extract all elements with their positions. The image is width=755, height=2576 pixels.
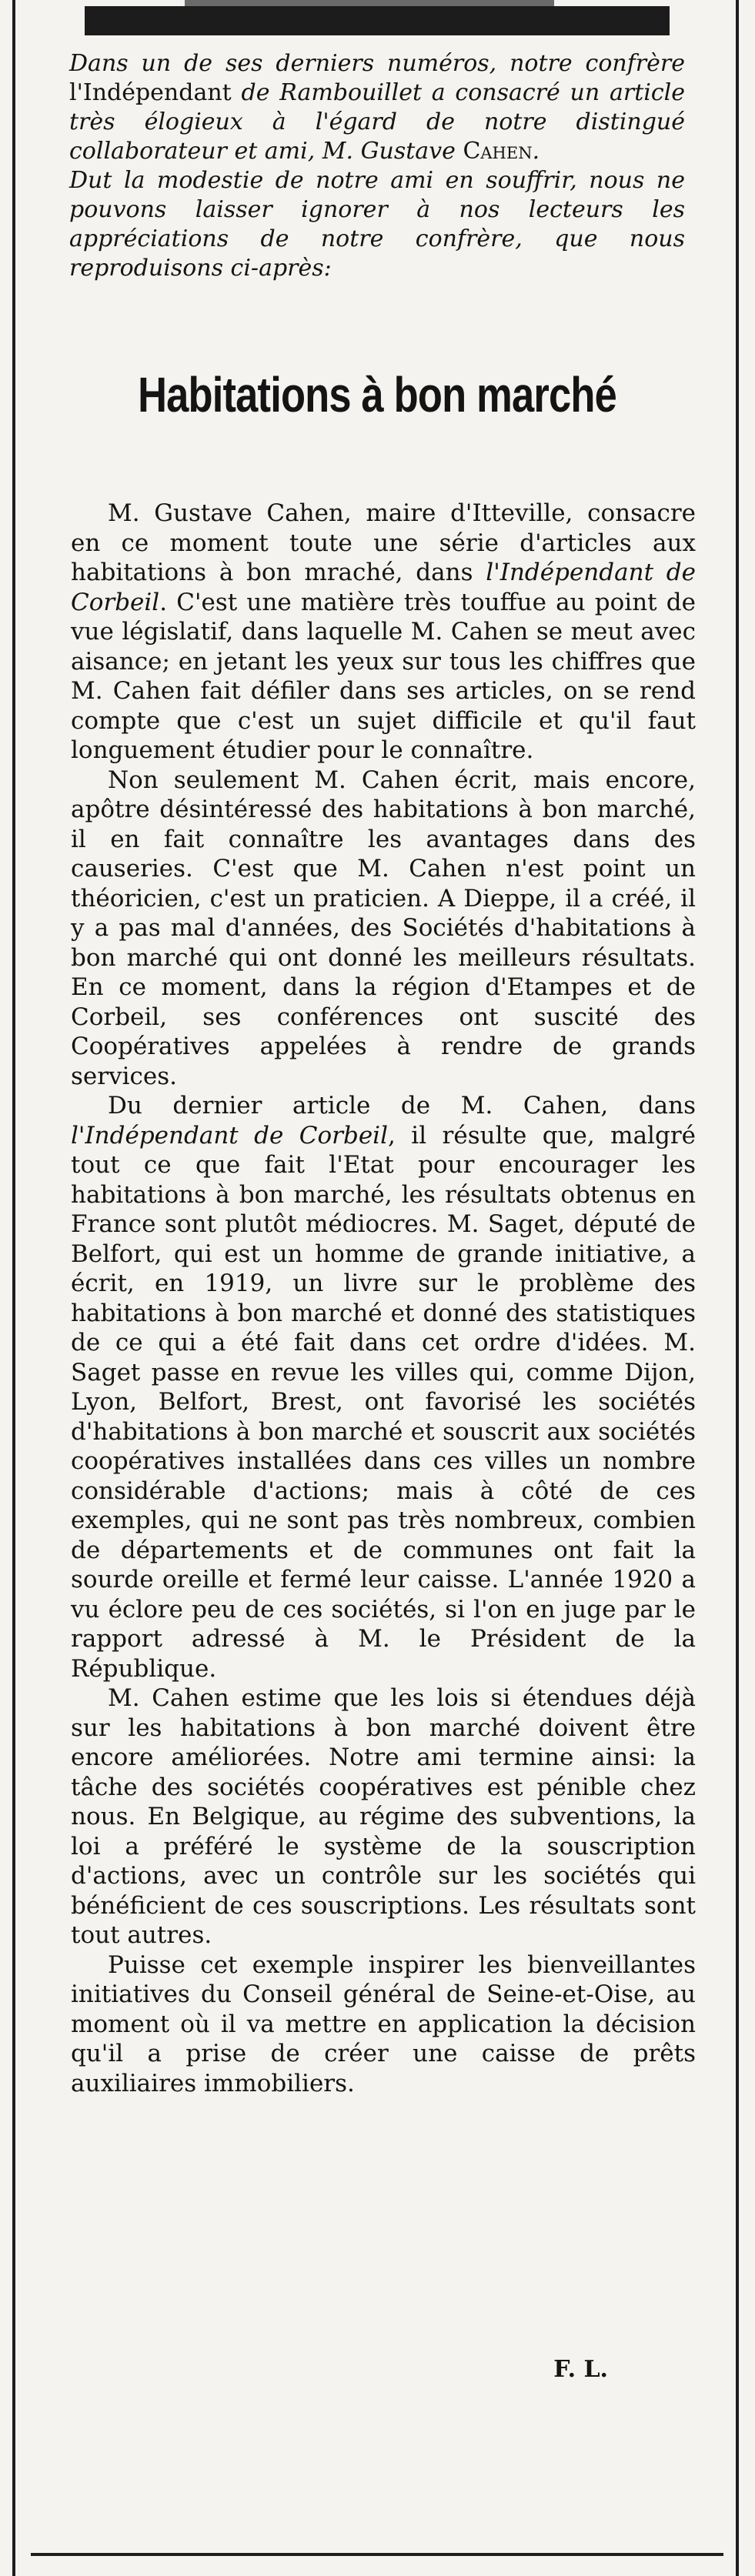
article-paragraph-3: Du dernier article de M. Cahen, dans l'Indépendant de Corbeil, il résulte que, malgré tout ce que fait l'Etat pour encourager les habitations à bon marché, les résultats obtenus en France sont plutôt médiocres. M. Saget, député de Belfort, qui est un homme de grande initiative, a écrit, en 1919, un livre sur le problème des habitations à bon marché et donné des statistiques de ce qui a été fait dans cet ordre d'idées. M. Saget passe en revue les villes qui, comme Dijon, Lyon, Belfort, Brest, ont favorisé les sociétés d'habitations à bon marché et souscrit aux sociétés coopératives installées dans ces villes un nombre considérable d'actions; mais à côté de ces exemples, qui ne sont pas très nombreux, combien de départements et de communes ont fait la sourde oreille et fermé leur caisse. L'année 1920 a vu éclore peu de ces sociétés, si l'on en juge par le rapport adressé à M. le Président de la République. [71, 1092, 696, 1683]
author-name: Cahen [463, 138, 533, 165]
editorial-intro [69, 49, 685, 283]
article-paragraph-5: Puisse cet exemple inspirer les bienveillantes initiatives du Conseil général de Seine-et-Oise, au moment où il va mettre en application la décision qu'il a prise de créer une caisse de prêts auxiliaires immobiliers. [71, 1950, 696, 2097]
bottom-rule [31, 2553, 723, 2556]
article-paragraph-1: M. Gustave Cahen, maire d'Itteville, consacre en ce moment toute une série d'articles aux habitations à bon mraché, dans l'Indépendant de Corbeil. C'est une matière très touffue au point de vue législatif, dans laquelle M. Cahen se meut avec aisance; en jetant les yeux sur tous les chiffres que M. Cahen fait défiler dans ses articles, on se rend compte que c'est un sujet difficile et qu'il faut longuement étudier pour le connaître. [71, 499, 696, 764]
signature: F. L. [553, 2356, 608, 2383]
paper-name: l'Indépendant de Corbeil [71, 559, 696, 616]
article-body [71, 499, 696, 2098]
article-paragraph-4: M. Cahen estime que les lois si étendues déjà sur les habitations à bon marché doivent être encore améliorées. Notre ami termine ainsi: la tâche des sociétés coopératives est pénible chez nous. En Belgique, au régime des subventions, la loi a préféré le système de la souscription d'actions, avec un contrôle sur les sociétés qui bénéficient de ces souscriptions. Les résultats sont tout autres. [71, 1684, 696, 1949]
paper-name: l'Indépendant de Corbeil [71, 1121, 389, 1150]
top-rule [85, 6, 670, 35]
top-rule-ghost [185, 0, 554, 6]
article-paragraph-2: Non seulement M. Cahen écrit, mais encore, apôtre désintéressé des habitations à bon marché, il en fait connaître les avantages dans des causeries. C'est que M. Cahen n'est point un théoricien, c'est un praticien. A Dieppe, il a créé, il y a pas mal d'années, des Sociétés d'habitations à bon marché qui ont donné les meilleurs résultats. En ce moment, dans la région d'Etampes et de Corbeil, ses conférences ont suscité des Coopératives appelées à rendre de grands services. [71, 766, 696, 1090]
intro-paper-name: l'Indépendant [69, 79, 232, 106]
intro-paragraph-1: Dans un de ses derniers numéros, notre confrère l'Indépendant de Rambouillet a consacré un article très élogieux à l'égard de notre distingué collaborateur et ami, M. Gustave Cahen. [69, 50, 685, 165]
intro-paragraph-2: Dut la modestie de notre ami en souffrir, nous ne pouvons laisser ignorer à nos lecteurs les appréciations de notre confrère, que nous reproduisons ci-après: [69, 167, 685, 282]
article-headline: Habitations à bon marché [138, 367, 616, 422]
